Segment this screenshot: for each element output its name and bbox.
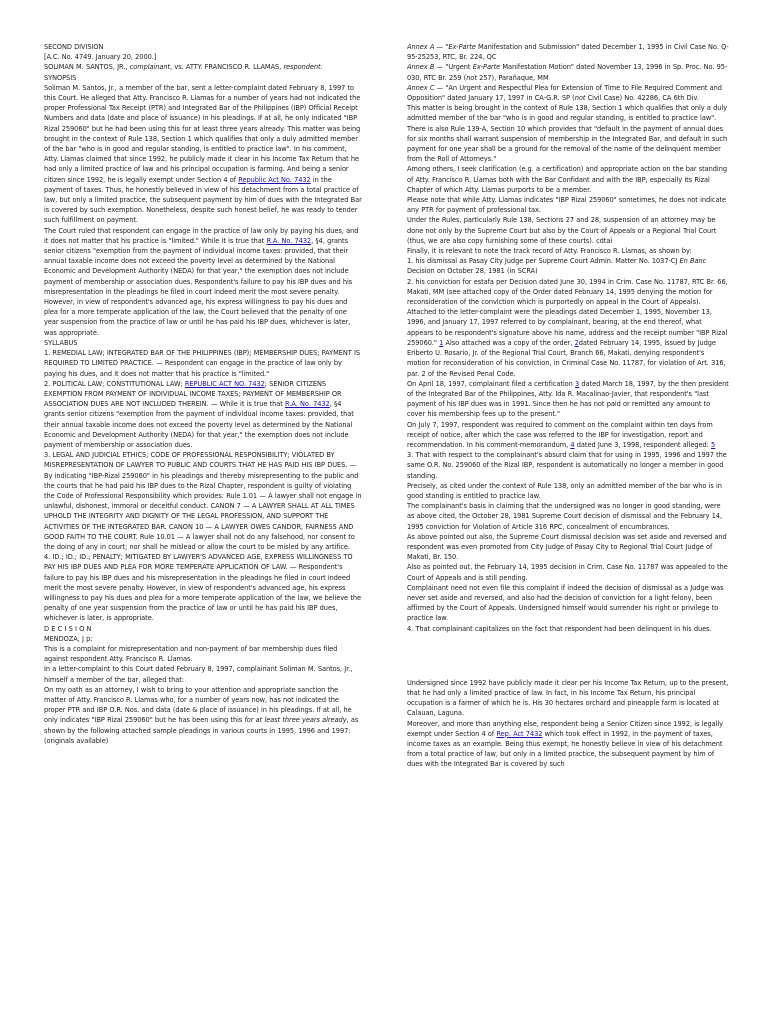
paragraph: Undersigned since 1992 have publicly made it clear per his Income Tax Return, up to the present, that he had only a limited practice of law. In fact, in his Income Tax Return, his principal occupation is a farmer of which he is. His 30 hectares orchard and pineapple farm is located at Calauan, Laguna. [407,678,729,718]
paragraph: MENDOZA, J p: [44,634,93,643]
paragraph: Finally, it is relevant to note the track record of Atty. Francisco R. Llamas, as shown by: [407,247,692,256]
italic-text: Ex-Parte [472,63,501,72]
reference-link[interactable]: 5 [711,440,716,449]
italic-text: for at least three years already [244,716,347,725]
reference-link[interactable]: 3 [575,379,580,388]
reference-link[interactable]: R.A. No. 7432 [266,236,312,245]
paragraph: Precisely, as cited under the context of Rule 138, only an admitted member of the bar who is in good standing is entitled to practice law. [407,481,722,500]
paragraph: SECOND DIVISION [44,43,104,51]
paragraph: 2. his conviction for estafa per Decision dated June 30, 1994 in Crim. Case No. 11787, RTC Br. 66, Makati, MM (see attached copy of the Order dated February 14, 1995 denying the motion for reconsideration of the conviction which is purportedly on appeal in the Court of Appeals). [407,277,728,307]
paragraph: 3. LEGAL AND JUDICIAL ETHICS; CODE OF PROFESSIONAL RESPONSIBILITY; VIOLATED BY MISREPRESENTATION OF LAWYER TO PUBLIC AND COURTS THAT HE HAS PAID HIS IBP DUES. — By indicating "IBP-Rizal 259060" in his pleadings and thereby misrepresenting to the public and the courts that he had paid his IBP dues to the Rizal Chapter, respondent is guilty of violating the Code of Professional Responsibility which provides: Rule 1.01 — A lawyer shall not engage in unlawful, dishonest, immoral or deceitful conduct. CANON 7 — A LAWYER SHALL AT ALL TIMES UPHOLD THE INTEGRITY AND DIGNITY OF THE LEGAL PROFESSION, AND SUPPORT THE ACTIVITIES OF THE INTEGRATED BAR. CANON 10 — A LAWYER OWES CANDOR, FAIRNESS AND GOOD FAITH TO THE COURT. Rule 10.01 — A lawyer shall not do any falsehood, nor consent to the doing of any in court; nor shall he mislead or allow the court to be misled by any artifice. [44,451,362,551]
paragraph: Under the Rules, particularly Rule 138, Sections 27 and 28, suspension of an attorney may be done not only by the Supreme Court but also by the Court of Appeals or a Regional Trial Court (thus, we are also copy furnishing some of these courts). cdtai [407,216,717,245]
reference-link[interactable]: R.A. No. 7432 [285,400,330,409]
italic-text: Annex C [407,83,435,92]
italic-text: En Banc [679,257,707,266]
paragraph: Annex C — "An Urgent and Respectful Plea for Extension of Time to File Required Comment and Opposition" dated January 17, 1997 in CA-G.R. SP (not Civil Case) No. 42286, CA 6th Div. [407,83,722,103]
paragraph: 4. That complainant capitalizes on the fact that respondent had been delinquent in his dues. [407,624,712,633]
paragraph: Among others, I seek clarification (e.g. a certification) and appropriate action on the bar standing of Atty. Francisco R. Llamas both with the Bar Confidant and with the IBP, especially its Rizal Chapter of which Atty. Llamas purports to be a member. [407,165,727,194]
left-column [44,42,362,746]
paragraph: Annex A — "Ex-Parte Manifestation and Submission" dated December 1, 1995 in Civil Case No. Q-95-25253, RTC, Br. 224, QC [407,43,729,62]
paragraph: 1. REMEDIAL LAW; INTEGRATED BAR OF THE PHILIPPINES (IBP); MEMBERSHIP DUES; PAYMENT IS REQUIRED TO LIMITED PRACTICE. — Respondent can engage in the practice of law only by paying his dues, and it does not matter that his practice is "limited." [44,349,361,378]
paragraph: This matter is being brought in the context of Rule 138, Section 1 which qualifies that only a duly admitted member of the bar "who is in good and regular standing, is entitled to practice law". There is also Rule 139-A, Section 10 which provides that "default in the payment of annual dues for six months shall warrant suspension of membership in the Integrated Bar, and default in such payment for one year shall be a ground for the removal of the name of the delinquent member from the Roll of Attorneys." [407,104,728,164]
italic-text: complainant [129,63,171,72]
paragraph: Soliman M. Santos, Jr., a member of the bar, sent a letter-complaint dated February 8, 1997 to this Court. He alleged that Atty. Francisco R. Llamas for a number of years had not indicated the proper Professional Tax Receipt (PTR) and Integrated Bar of the Philippines (IBP) Official Receipt Numbers and data (date and place of issuance) in his pleadings. If at all, he only indicated "IBP Rizal 259060" but he had been using this for at least three years already. This matter was being brought in the context of Rule 138, Section 1 which qualifies that only a duly admitted member of the bar "who is in good and regular standing, is entitled to practice law". In his comment, Atty. Llamas claimed that since 1992, he publicly made it clear in his Income Tax Return that he had only a limited practice of law and his principal occupation is farming. And being a senior citizen since 1992, he is legally exempt under Section 4 of Republic Act No. 7432 in the payment of taxes. Thus, he honestly believed in view of his detachment from a total practice of law, but only a limited practice, the subsequent payment by him of dues with the Integrated Bar is covered by such exemption. Nonetheless, despite such honest belief, he was ready to tender such fulfillment on payment. [44,83,362,225]
paragraph-gap [407,650,729,662]
paragraph: 3. That with respect to the complainant's absurd claim that for using in 1995, 1996 and 1997 the same O.R. No. 259060 of the Rizal IBP, respondent is automatically no longer a member in good standing. [407,451,727,480]
paragraph: Please note that while Atty. Llamas indicates "IBP Rizal 259060" sometimes, he does not indicate any PTR for payment of professional tax. [407,196,727,215]
italic-text: Annex A [407,43,435,51]
paragraph: The Court ruled that respondent can engage in the practice of law only by paying his dues, and it does not matter that his practice is "limited." While it is true that R.A. No. 7432, §4, grants senior citizens "exemption from the payment of individual income taxes: provided, that their annual taxable income does not exceed the poverty level as determined by the National Economic and Development Authority (NEDA) for that year," the exemption does not include payment of membership or association dues. Respondent's failure to pay his IBP dues and his misrepresentation in the pleadings he filed in court indeed merit the most severe penalty. However, in view of respondent's advanced age, his express willingness to pay his dues and plea for a more temperate application of the law, the Court believed that the penalty of one year suspension from the practice of law or until he has paid his IBP dues, whichever is later, was appropriate. [44,226,359,337]
paragraph: Moreover, and more than anything else, respondent being a Senior Citizen since 1992, is legally exempt under Section 4 of Rep. Act 7432 which took effect in 1992, in the payment of taxes, income taxes as an example. Being thus exempt, he honestly believe in view of his detachment from a total practice of law, but only in a limited practice, the subsequent payment by him of dues with the Integrated Bar is covered by such [407,719,724,769]
paragraph: Attached to the letter-complaint were the pleadings dated December 1, 1995, November 13, 1996, and January 17, 1997 referred to by complainant, bearing, at the end thereof, what appears to be respondent's signature above his name, address and the receipt number "IBP Rizal 259060." 1 Also attached was a copy of the order, 2dated February 14, 1995, issued by Judge Eriberto U. Rosario, Jr. of the Regional Trial Court, Branch 66, Makati, denying respondent's motion for reconsideration of his conviction, in Criminal Case No. 11787, for violation of Art. 316, par. 2 of the Revised Penal Code. [407,308,728,378]
paragraph: The complainant's basis in claiming that the undersigned was no longer in good standing, were as above cited, the October 28, 1981 Supreme Court decision of dismissal and the February 14, 1995 conviction for Violation of Article 316 RPC, concealment of encumbrances. [407,502,723,531]
paragraph: Annex B — "Urgent Ex-Parte Manifestation Motion" dated November 13, 1996 in Sp. Proc. No. 95-030, RTC Br. 259 (not 257), Parañaque, MM [407,63,728,82]
reference-link[interactable]: 4 [570,440,575,449]
paragraph: In a letter-complaint to this Court dated February 8, 1997, complainant Soliman M. Santos, Jr., himself a member of the bar, alleged that: [44,665,353,684]
paragraph: 1. his dismissal as Pasay City Judge per Supreme Court Admin. Matter No. 1037-CJ En Banc Decision on October 28, 1981 (in SCRA) [407,257,707,276]
reference-link[interactable]: REPUBLIC ACT NO. 7432 [184,379,265,388]
paragraph: As above pointed out also, the Supreme Court dismissal decision was set aside and reversed and respondent was even promoted from City Judge of Pasay City to Regional Trial Court Judge of Makati, Br. 150. [407,532,727,562]
paragraph: [A.C. No. 4749. January 20, 2000.] [44,53,157,62]
paragraph: 4. ID.; ID.; ID.; PENALTY; MITIGATED BY LAWYER'S ADVANCED AGE, EXPRESS WILLINGNESS TO PAY HIS IBP DUES AND PLEA FOR MORE TEMPERATE APPLICATION OF LAW. — Respondent's failure to pay his IBP dues and his misrepresentation in the pleadings he filed in court indeed merit the most severe penalty. However, in view of respondent's advanced age, his express willingness to pay his dues and plea for a more temperate application of the law, we believe the penalty of one year suspension from the practice of law or until he has paid his IBP dues, whichever is later, is appropriate. [44,553,361,623]
paragraph: On July 7, 1997, respondent was required to comment on the complaint within ten days from receipt of notice, after which the case was referred to the IBP for investigation, report and recommendation. In his comment-memorandum, 4 dated June 3, 1998, respondent alleged: 5 [407,420,716,449]
paragraph: Complainant need not even file this complaint if indeed the decision of dismissal as a Judge was never set aside and reversed, and also had the decision of conviction for a light felony, been affirmed by the Court of Appeals. Undersigned himself would surrender his right or privilege to practice law. [407,583,724,623]
paragraph: Also as pointed out, the February 14, 1995 decision in Crim. Case No. 11787 was appealed to the Court of Appeals and is still pending. [407,563,728,582]
reference-link[interactable]: 2 [574,338,579,347]
reference-link[interactable]: Republic Act No. 7432 [238,175,311,184]
paragraph: This is a complaint for misrepresentation and non-payment of bar membership dues filed against respondent Atty. Francisco R. Llamas. [44,644,338,664]
reference-link[interactable]: 1 [439,338,444,347]
paragraph: SYLLABUS [44,338,78,347]
paragraph: 2. POLITICAL LAW; CONSTITUTIONAL LAW; REPUBLIC ACT NO. 7432; SENIOR CITIZENS EXEMPTION FROM PAYMENT OF INDIVIDUAL INCOME TAXES; PAYMENT OF MEMBERSHIP OR ASSOCIATION DUES ARE NOT INCLUDED THEREIN. — While it is true that R.A. No. 7432, §4 grants senior citizens "exemption from the payment of individual income taxes: provided, that their annual taxable income does not exceed the poverty level as determined by the National Economic and Development Authority (NEDA) for that year," the exemption does not include payment of membership or association dues. [44,379,354,449]
italic-text: Ex-Parte [448,43,476,51]
paragraph: SOLIMAN M. SANTOS, JR., complainant, vs. ATTY. FRANCISCO R. LLAMAS, respondent. [44,63,323,72]
reference-link[interactable]: Rep. Act 7432 [496,729,543,738]
italic-text: Annex B [407,63,435,72]
italic-text: not [574,94,586,103]
italic-text: not [466,73,477,82]
right-column [407,42,729,770]
paragraph: D E C I S I O N [44,624,92,633]
italic-text: respondent [283,63,321,72]
paragraph: On April 18, 1997, complainant filed a certification 3 dated March 18, 1997, by the then president of the Integrated Bar of the Philippines, Atty. Ida R. Macalinao-Javier, that respondent's "last payment of his IBP dues was in 1991. Since then he has not paid or remitted any amount to cover his membership fees up to the present." [407,379,729,419]
paragraph: On my oath as an attorney, I wish to bring to your attention and appropriate sanction the matter of Atty. Francisco R. Llamas who, for a number of years now, has not indicated the proper PTR and IBP O.R. Nos. and data (date & place of issuance) in his pleadings. If at all, he only indicates "IBP Rizal 259060" but he has been using this for at least three years already, as shown by the following attached sample pleadings in various courts in 1995, 1996 and 1997: (originals available) [44,685,359,745]
paragraph: SYNOPSIS [44,73,77,82]
